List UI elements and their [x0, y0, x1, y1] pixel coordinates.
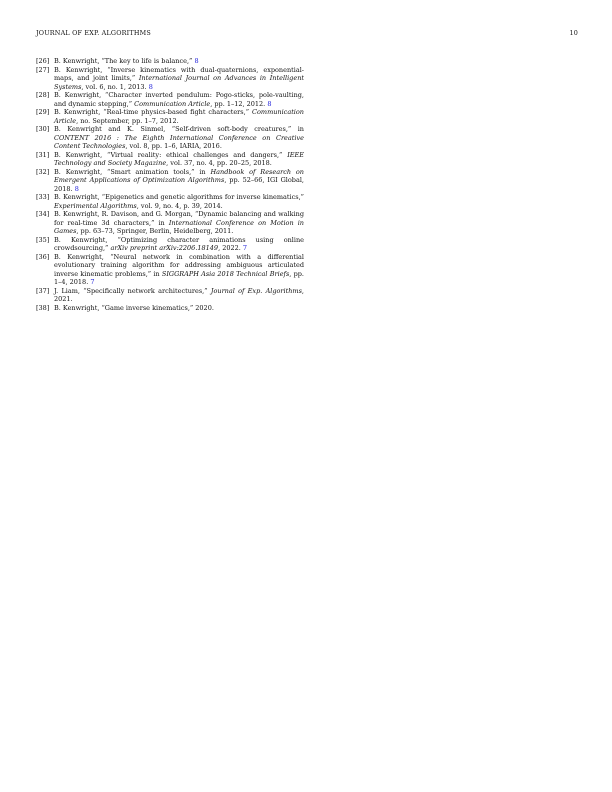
reference-venue: International Conference on Motion in Games	[54, 218, 304, 235]
backref-link[interactable]: 8	[74, 184, 79, 193]
reference-details: , vol. 37, no. 4, pp. 20–25, 2018.	[166, 159, 272, 167]
reference-item	[36, 108, 304, 125]
page-number: 10	[569, 29, 578, 37]
reference-number: [33]	[36, 193, 50, 201]
reference-venue: arXiv preprint arXiv:2206.18149	[110, 244, 219, 252]
reference-number: [29]	[36, 108, 50, 116]
backref-link[interactable]: 7	[90, 278, 95, 286]
reference-item	[36, 304, 304, 313]
reference-number: [31]	[36, 150, 50, 159]
reference-item	[36, 66, 304, 92]
backref-link[interactable]: 7	[242, 244, 248, 252]
reference-details: , pp. 63–73, Springer, Berlin, Heidelberg, 2011.	[76, 227, 234, 235]
reference-text: J. Liam, “Specifically network architectures,”	[54, 286, 208, 295]
reference-venue: CONTENT 2016 : The Eighth International Conference on Creative Content Technologies	[54, 133, 304, 150]
reference-item	[36, 91, 304, 108]
reference-details: , pp. 52–66, IGI Global, 2018.	[54, 176, 304, 193]
reference-number: [32]	[36, 167, 50, 176]
reference-text: B. Kenwright and K. Sinmel, “Self-driven soft-body creatures,” in	[54, 125, 304, 133]
reference-text: B. Kenwright, “Game inverse kinematics,” 2020.	[54, 303, 214, 312]
reference-venue: IEEE Technology and Society Magazine	[54, 150, 304, 167]
running-header	[36, 29, 578, 39]
reference-list	[36, 57, 304, 312]
reference-venue: Experimental Algorithms	[54, 201, 137, 210]
reference-text: B. Kenwright, “Virtual reality: ethical challenges and dangers,”	[54, 150, 283, 159]
reference-item	[36, 210, 304, 236]
reference-item	[36, 151, 304, 168]
reference-text: B. Kenwright, “Real-time physics-based fight characters,”	[54, 108, 250, 116]
reference-number: [35]	[36, 235, 50, 244]
reference-number: [37]	[36, 286, 50, 295]
reference-text: B. Kenwright, “The key to life is balance,”	[54, 57, 193, 65]
backref-link[interactable]: 8	[194, 57, 199, 65]
reference-venue: Handbook of Research on Emergent Applications of Optimization Algorithms	[54, 167, 304, 184]
reference-venue: Journal of Exp. Algorithms	[210, 286, 302, 295]
reference-details: , no. September, pp. 1–7, 2012.	[76, 116, 179, 125]
reference-details: , 2022.	[218, 244, 241, 252]
backref-link[interactable]: 8	[267, 99, 272, 108]
reference-item	[36, 193, 304, 210]
reference-number: [27]	[36, 65, 50, 74]
reference-item	[36, 57, 304, 66]
reference-text: B. Kenwright, “Neural network in combination with a differential evolutionary training algorithm for addressing ambiguous articulated inverse kinematic problems,” in	[54, 252, 304, 278]
reference-details: , vol. 9, no. 4, p. 39, 2014.	[136, 201, 223, 210]
reference-number: [36]	[36, 252, 50, 261]
reference-number: [38]	[36, 303, 50, 312]
reference-details: , vol. 8, pp. 1–6, IARIA, 2016.	[125, 142, 222, 150]
journal-title: JOURNAL OF EXP. ALGORITHMS	[36, 29, 151, 37]
reference-text: B. Kenwright, R. Davison, and G. Morgan, “Dynamic balancing and walking for real-time 3d characters,” in	[54, 210, 304, 227]
reference-details: , pp. 1–4, 2018.	[54, 269, 304, 286]
backref-link[interactable]: 8	[148, 82, 153, 91]
reference-text: B. Kenwright, “Optimizing character animations using online crowdsourcing,”	[54, 235, 304, 252]
reference-item	[36, 168, 304, 194]
reference-venue: Communication Article	[134, 99, 211, 108]
reference-venue: International Journal on Advances in Intelligent Systems	[54, 74, 304, 91]
reference-details: , pp. 1–12, 2012.	[210, 99, 266, 108]
reference-text: B. Kenwright, “Epigenetics and genetic algorithms for inverse kinematics,”	[54, 193, 304, 201]
reference-text: B. Kenwright, “Inverse kinematics with dual-quaternions, exponential-maps, and joint limits,”	[54, 65, 304, 82]
reference-item	[36, 253, 304, 287]
reference-text: B. Kenwright, “Smart animation tools,” in	[54, 167, 206, 176]
reference-number: [34]	[36, 210, 50, 218]
reference-details: , 2021.	[54, 286, 304, 303]
reference-number: [26]	[36, 57, 50, 65]
reference-item	[36, 287, 304, 304]
reference-item	[36, 236, 304, 253]
reference-item	[36, 125, 304, 151]
reference-number: [28]	[36, 91, 50, 99]
reference-venue: SIGGRAPH Asia 2018 Technical Briefs	[161, 269, 290, 278]
reference-text: B. Kenwright, “Character inverted pendulum: Pogo-sticks, pole-vaulting, and dynamic stepping,”	[54, 91, 304, 108]
reference-venue: Communication Article	[54, 108, 304, 125]
reference-number: [30]	[36, 125, 50, 133]
reference-details: , vol. 6, no. 1, 2013.	[81, 82, 147, 91]
